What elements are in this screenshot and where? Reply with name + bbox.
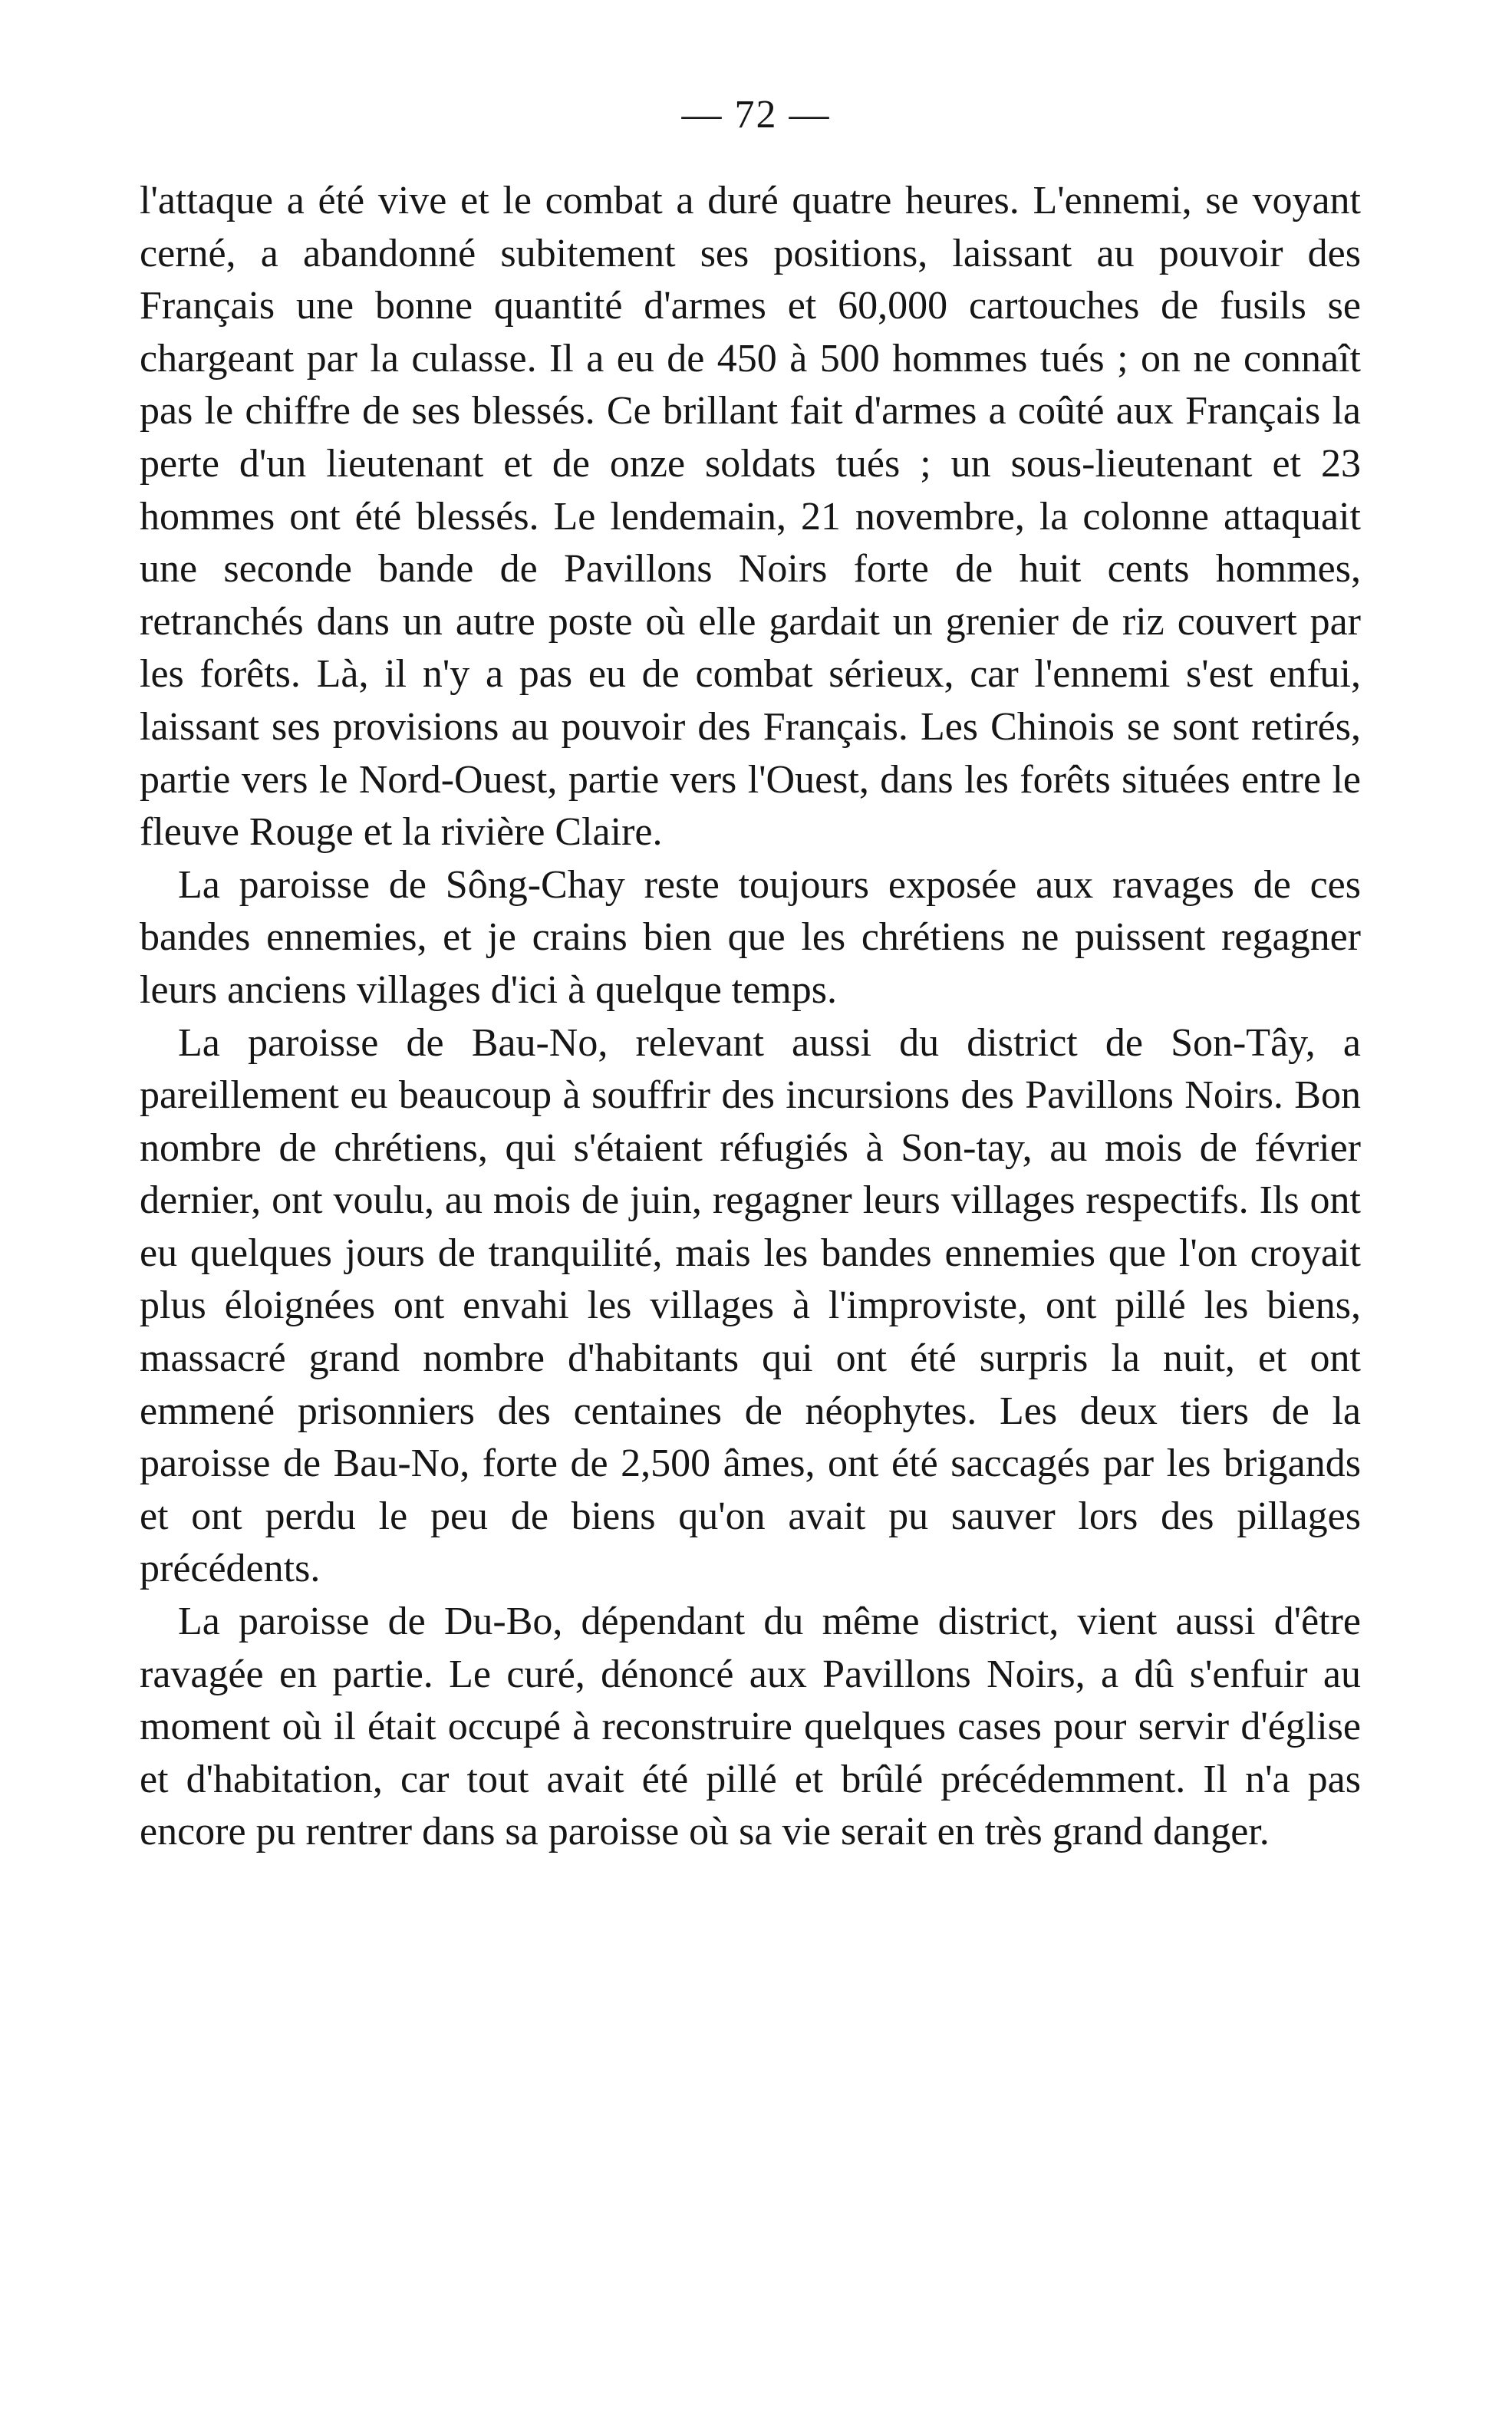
paragraph-3: La paroisse de Bau-No, relevant aussi du district de Son-Tây, a pareillement eu beaucoup à souffrir des incursions des Pavillons Noirs. Bon nombre de chrétiens, qui s'étaient réfugiés à Son-tay, au mois de février dernier, ont voulu, au mois de juin, regagner leurs villages respectifs. Ils ont eu quelques jours de tranquilité, mais les bandes ennemies que l'on croyait plus éloignées ont envahi les villages à l'improviste, ont pillé les biens, massacré grand nombre d'habitants qui ont été surpris la nuit, et ont emmené prisonniers des centaines de néophytes. Les deux tiers de la paroisse de Bau-No, forte de 2,500 âmes, ont été saccagés par les brigands et ont perdu le peu de biens qu'on avait pu sauver lors des pillages précédents.: [140, 1020, 1361, 1591]
body-text: [140, 175, 1361, 1859]
paragraph-1: l'attaque a été vive et le combat a duré quatre heures. L'ennemi, se voyant cerné, a abandonné subitement ses positions, laissant au pouvoir des Français une bonne quantité d'armes et 60,000 cartouches de fusils se chargeant par la culasse. Il a eu de 450 à 500 hommes tués ; on ne connaît pas le chiffre de ses blessés. Ce brillant fait d'armes a coûté aux Français la perte d'un lieutenant et de onze soldats tués ; un sous-lieutenant et 23 hommes ont été blessés. Le lendemain, 21 novembre, la colonne attaquait une seconde bande de Pavillons Noirs forte de huit cents hommes, retranchés dans un autre poste où elle gardait un grenier de riz couvert par les forêts. Là, il n'y a pas eu de combat sérieux, car l'ennemi s'est enfui, laissant ses provisions au pouvoir des Français. Les Chinois se sont retirés, partie vers le Nord-Ouest, partie vers l'Ouest, dans les forêts situées entre le fleuve Rouge et la rivière Claire.: [140, 179, 1361, 855]
page-number: — 72 —: [681, 93, 831, 137]
paragraph-2: La paroisse de Sông-Chay reste toujours exposée aux ravages de ces bandes ennemies, et je crains bien que les chrétiens ne puissent regagner leurs anciens villages d'ici à quelque temps.: [140, 862, 1361, 1012]
paragraph-4: La paroisse de Du-Bo, dépendant du même district, vient aussi d'être ravagée en partie. Le curé, dénoncé aux Pavillons Noirs, a dû s'enfuir au moment où il était occupé à reconstruire quelques cases pour servir d'église et d'habitation, car tout avait été pillé et brûlé précédemment. Il n'a pas encore pu rentrer dans sa paroisse où sa vie serait en très grand danger.: [140, 1600, 1361, 1854]
